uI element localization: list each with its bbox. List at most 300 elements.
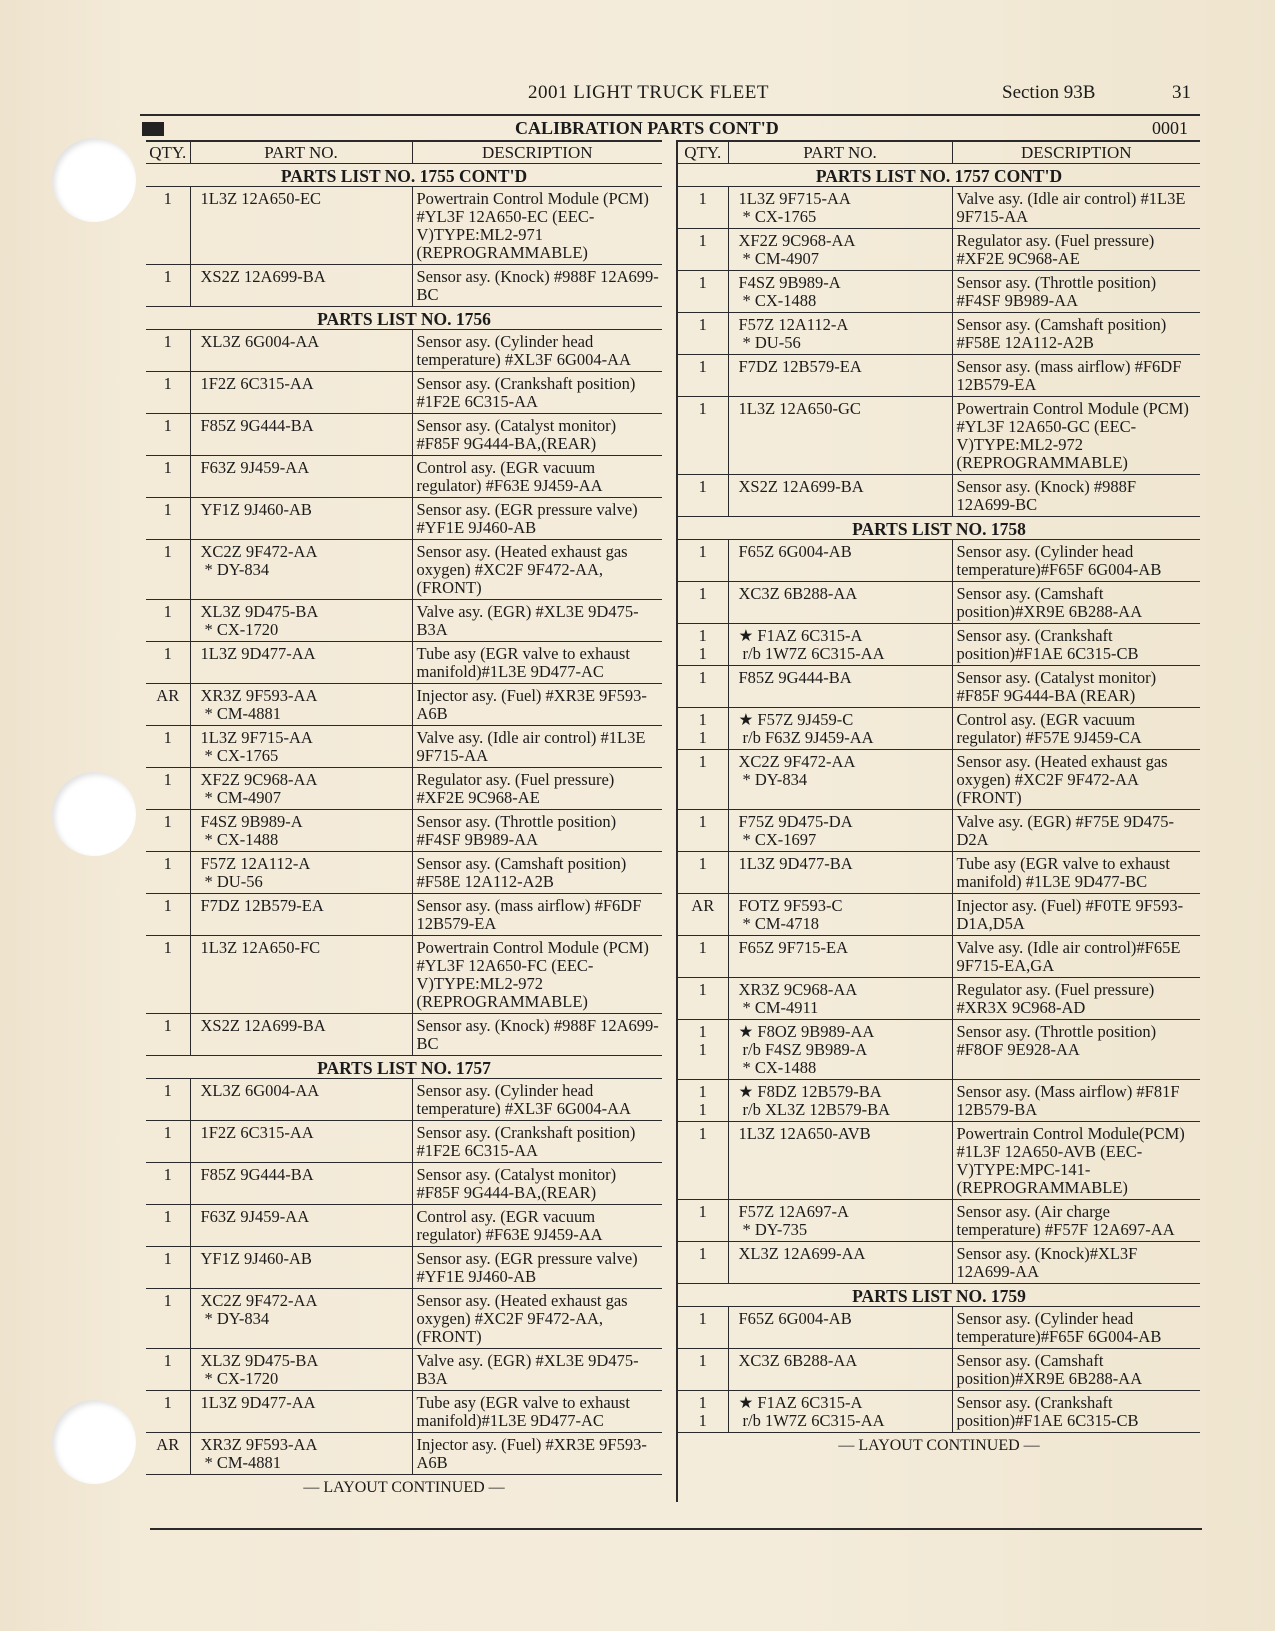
part-number: XC3Z 6B288-AA (738, 1351, 858, 1370)
qty-cell (146, 265, 190, 307)
part-number-cell (728, 708, 952, 750)
qty-cell (146, 1433, 190, 1475)
qty-cell (146, 1349, 190, 1391)
part-number: F75Z 9D475-DA (738, 812, 853, 831)
description-cell: Powertrain Control Module (PCM) #YL3F 12A650-FC (EEC-V)TYPE:ML2-972 (REPROGRAMMABLE) (412, 936, 662, 1014)
part-number: * DU-56 (204, 872, 263, 891)
part-number-cell (190, 1247, 412, 1289)
qty-cell (146, 414, 190, 456)
part-number-cell (190, 936, 412, 1014)
qty-value: 1 (698, 668, 707, 687)
part-number: XC2Z 9F472-AA (200, 542, 318, 561)
part-number: * DU-56 (742, 333, 801, 352)
part-row (678, 397, 1200, 475)
part-number: 1L3Z 12A650-GC (738, 399, 861, 418)
qty-cell (678, 1349, 728, 1391)
qty-cell (678, 750, 728, 810)
part-number: ★ F8OZ 9B989-AA (738, 1022, 875, 1041)
page-title: 2001 LIGHT TRUCK FLEET (528, 82, 769, 103)
qty-cell (678, 271, 728, 313)
qty-cell (678, 397, 728, 475)
part-number-cell (190, 726, 412, 768)
part-row (146, 1391, 662, 1433)
part-row (678, 894, 1200, 936)
qty-cell (678, 582, 728, 624)
description-cell: Sensor asy. (Crankshaft position) #1F2E 6C315-AA (412, 372, 662, 414)
qty-value: 1 (163, 1165, 172, 1184)
left-table-body (146, 164, 662, 1475)
part-row (678, 1122, 1200, 1200)
part-number-cell (728, 229, 952, 271)
part-number: r/b 1W7Z 6C315-AA (742, 1411, 885, 1430)
column-header-row (146, 141, 662, 164)
part-number-cell (728, 271, 952, 313)
qty-cell (146, 1079, 190, 1121)
binder-hole (52, 1400, 136, 1484)
description-cell: Sensor asy. (Throttle position) #F8OF 9E928-AA (952, 1020, 1200, 1080)
qty-cell (678, 1200, 728, 1242)
qty-value: 1 (163, 1351, 172, 1370)
qty-cell (146, 1391, 190, 1433)
qty-cell (678, 978, 728, 1020)
description-cell: Sensor asy. (mass airflow) #F6DF 12B579-EA (412, 894, 662, 936)
part-number-cell (190, 1079, 412, 1121)
description-cell: Valve asy. (Idle air control) #1L3E 9F715-AA (412, 726, 662, 768)
part-number: F4SZ 9B989-A (200, 812, 303, 831)
part-number: FOTZ 9F593-C (738, 896, 843, 915)
part-row (146, 372, 662, 414)
part-row (146, 768, 662, 810)
qty-value: 1 (698, 854, 707, 873)
part-number: * CM-4881 (204, 1453, 282, 1472)
binder-hole (52, 772, 136, 856)
parts-list-heading: PARTS LIST NO. 1757 CONT'D (678, 164, 1200, 187)
qty-value: 1 (698, 644, 707, 663)
description-cell: Sensor asy. (Crankshaft position)#F1AE 6C315-CB (952, 624, 1200, 666)
part-row (146, 600, 662, 642)
parts-list-heading-row (146, 307, 662, 330)
part-number: YF1Z 9J460-AB (200, 1249, 312, 1268)
part-number-cell (728, 810, 952, 852)
part-number-cell (728, 750, 952, 810)
qty-value: 1 (698, 273, 707, 292)
part-number-cell (728, 355, 952, 397)
parts-list-heading: PARTS LIST NO. 1758 (678, 517, 1200, 540)
qty-value: 1 (698, 1393, 707, 1412)
parts-list-heading: PARTS LIST NO. 1759 (678, 1284, 1200, 1307)
part-number: 1L3Z 9D477-BA (738, 854, 853, 873)
part-number: 1F2Z 6C315-AA (200, 1123, 314, 1142)
qty-value: 1 (698, 980, 707, 999)
qty-cell (146, 852, 190, 894)
description-cell: Valve asy. (Idle air control) #1L3E 9F715-AA (952, 187, 1200, 229)
qty-value: 1 (698, 542, 707, 561)
binder-hole (52, 138, 136, 222)
qty-value: 1 (163, 1123, 172, 1142)
part-number: * CM-4718 (742, 914, 820, 933)
footer-rule (150, 1528, 1202, 1530)
part-row (678, 1391, 1200, 1433)
part-row (678, 1080, 1200, 1122)
part-row (678, 936, 1200, 978)
part-number: ★ F1AZ 6C315-A (738, 1393, 863, 1412)
part-number: F4SZ 9B989-A (738, 273, 841, 292)
qty-value: 1 (698, 728, 707, 747)
description-cell: Injector asy. (Fuel) #XR3E 9F593-A6B (412, 1433, 662, 1475)
part-row (678, 1349, 1200, 1391)
part-number-cell (728, 978, 952, 1020)
part-number: * CX-1720 (204, 1369, 279, 1388)
qty-value: 1 (163, 602, 172, 621)
part-number-cell (190, 414, 412, 456)
part-number-cell (190, 1391, 412, 1433)
part-number: F65Z 9F715-EA (738, 938, 849, 957)
part-row (146, 456, 662, 498)
left-column (146, 140, 662, 1497)
qty-value: 1 (698, 752, 707, 771)
part-row (146, 1349, 662, 1391)
qty-cell (678, 894, 728, 936)
qty-value: 1 (163, 542, 172, 561)
description-cell: Control asy. (EGR vacuum regulator) #F57E 9J459-CA (952, 708, 1200, 750)
part-number-cell (728, 475, 952, 517)
qty-cell (678, 313, 728, 355)
left-parts-table (146, 140, 662, 1475)
parts-list-heading-row (146, 1056, 662, 1079)
banner-code: 0001 (1152, 118, 1188, 138)
part-row (146, 498, 662, 540)
part-number-cell (190, 1289, 412, 1349)
part-number: F7DZ 12B579-EA (200, 896, 324, 915)
description-cell: Sensor asy. (Crankshaft position)#F1AE 6C315-CB (952, 1391, 1200, 1433)
qty-value: 1 (163, 332, 172, 351)
qty-cell (678, 475, 728, 517)
qty-value: 1 (163, 1207, 172, 1226)
part-number-cell (728, 624, 952, 666)
qty-cell (146, 1289, 190, 1349)
description-cell: Sensor asy. (Catalyst monitor) #F85F 9G444-BA (REAR) (952, 666, 1200, 708)
qty-cell (678, 852, 728, 894)
part-number: * DY-834 (204, 560, 270, 579)
part-number-cell (728, 1080, 952, 1122)
qty-value: 1 (163, 1249, 172, 1268)
qty-cell (678, 355, 728, 397)
description-cell: Sensor asy. (Knock) #988F 12A699-BC (412, 265, 662, 307)
description-cell: Valve asy. (EGR) #F75E 9D475-D2A (952, 810, 1200, 852)
part-number-cell (728, 313, 952, 355)
part-row (146, 540, 662, 600)
description-cell: Sensor asy. (Mass airflow) #F81F 12B579-BA (952, 1080, 1200, 1122)
part-row (146, 852, 662, 894)
description-cell: Sensor asy. (Throttle position) #F4SF 9B989-AA (952, 271, 1200, 313)
part-row (146, 894, 662, 936)
part-number-cell (190, 265, 412, 307)
qty-value: 1 (163, 1016, 172, 1035)
qty-cell (146, 684, 190, 726)
qty-cell (146, 540, 190, 600)
part-number: YF1Z 9J460-AB (200, 500, 312, 519)
part-number-cell (728, 582, 952, 624)
qty-value: 1 (163, 1291, 172, 1310)
part-number: * CM-4881 (204, 704, 282, 723)
qty-cell (146, 372, 190, 414)
part-header: PART NO. (190, 141, 412, 164)
part-number: F57Z 12A112-A (200, 854, 311, 873)
qty-cell (146, 726, 190, 768)
part-number: XL3Z 12A699-AA (738, 1244, 866, 1263)
parts-list-heading: PARTS LIST NO. 1756 (146, 307, 662, 330)
part-number-cell (190, 1121, 412, 1163)
part-number: * DY-834 (204, 1309, 270, 1328)
qty-value: 1 (163, 896, 172, 915)
description-cell: Sensor asy. (Camshaft position)#XR9E 6B288-AA (952, 1349, 1200, 1391)
qty-value: 1 (698, 584, 707, 603)
part-number: * CX-1488 (742, 291, 817, 310)
right-table-body (678, 164, 1200, 1433)
qty-cell (146, 768, 190, 810)
qty-cell (678, 624, 728, 666)
qty-value: 1 (698, 1082, 707, 1101)
part-row (678, 582, 1200, 624)
description-cell: Tube asy (EGR valve to exhaust manifold) #1L3E 9D477-BC (952, 852, 1200, 894)
right-parts-table (678, 140, 1200, 1433)
part-number-cell (728, 540, 952, 582)
part-number: 1L3Z 9F715-AA (200, 728, 313, 747)
description-cell: Sensor asy. (mass airflow) #F6DF 12B579-EA (952, 355, 1200, 397)
part-number: * CM-4911 (742, 998, 819, 1017)
qty-cell (678, 1122, 728, 1200)
qty-value: 1 (163, 644, 172, 663)
qty-cell (678, 1391, 728, 1433)
part-row (678, 355, 1200, 397)
qty-cell (146, 1121, 190, 1163)
part-row (678, 810, 1200, 852)
part-number: XF2Z 9C968-AA (738, 231, 856, 250)
description-cell: Sensor asy. (Camshaft position)#XR9E 6B288-AA (952, 582, 1200, 624)
part-number-cell (728, 894, 952, 936)
qty-cell (678, 936, 728, 978)
part-number: r/b 1W7Z 6C315-AA (742, 644, 885, 663)
qty-value: AR (156, 1435, 180, 1454)
qty-value: 1 (698, 1244, 707, 1263)
description-cell: Sensor asy. (Heated exhaust gas oxygen) #XC2F 9F472-AA, (FRONT) (412, 1289, 662, 1349)
qty-value: 1 (698, 1202, 707, 1221)
part-number-cell (190, 330, 412, 372)
qty-value: AR (156, 686, 180, 705)
qty-cell (678, 1307, 728, 1349)
part-row (146, 1014, 662, 1056)
qty-cell (146, 187, 190, 265)
part-number-cell (728, 666, 952, 708)
qty-cell (678, 810, 728, 852)
part-number: XL3Z 6G004-AA (200, 1081, 320, 1100)
part-row (146, 330, 662, 372)
part-number-cell (190, 1163, 412, 1205)
part-number-cell (190, 498, 412, 540)
part-row (678, 624, 1200, 666)
qty-value: 1 (698, 1100, 707, 1119)
part-row (146, 414, 662, 456)
qty-value: 1 (698, 1309, 707, 1328)
part-row (678, 666, 1200, 708)
part-number: 1L3Z 9D477-AA (200, 644, 316, 663)
part-number-cell (728, 936, 952, 978)
part-number: r/b XL3Z 12B579-BA (742, 1100, 891, 1119)
page-header (140, 82, 1200, 110)
qty-cell (146, 1247, 190, 1289)
part-number: XF2Z 9C968-AA (200, 770, 318, 789)
part-number: F65Z 6G004-AB (738, 542, 852, 561)
description-cell: Sensor asy. (Cylinder head temperature)#F65F 6G004-AB (952, 1307, 1200, 1349)
part-row (146, 726, 662, 768)
description-cell: Powertrain Control Module(PCM) #1L3F 12A650-AVB (EEC-V)TYPE:MPC-141-(REPROGRAMMABLE) (952, 1122, 1200, 1200)
qty-cell (146, 498, 190, 540)
part-number: 1L3Z 12A650-EC (200, 189, 322, 208)
qty-cell (678, 1080, 728, 1122)
qty-cell (146, 330, 190, 372)
qty-cell (146, 1163, 190, 1205)
description-cell: Sensor asy. (Knock)#XL3F 12A699-AA (952, 1242, 1200, 1284)
part-number: 1L3Z 12A650-FC (200, 938, 321, 957)
part-number: * CM-4907 (742, 249, 820, 268)
layout-continued-label: — LAYOUT CONTINUED — (838, 1437, 1040, 1454)
qty-value: 1 (698, 357, 707, 376)
description-cell: Injector asy. (Fuel) #F0TE 9F593-D1A,D5A (952, 894, 1200, 936)
part-number: 1F2Z 6C315-AA (200, 374, 314, 393)
part-number: r/b F63Z 9J459-AA (742, 728, 874, 747)
part-header: PART NO. (728, 141, 952, 164)
qty-value: 1 (163, 374, 172, 393)
part-row (146, 1247, 662, 1289)
description-cell: Regulator asy. (Fuel pressure) #XR3X 9C968-AD (952, 978, 1200, 1020)
description-cell: Sensor asy. (Throttle position) #F4SF 9B989-AA (412, 810, 662, 852)
right-column (678, 140, 1200, 1455)
part-row (146, 1163, 662, 1205)
qty-value: 1 (698, 189, 707, 208)
description-cell: Regulator asy. (Fuel pressure) #XF2E 9C968-AE (412, 768, 662, 810)
part-number-cell (190, 540, 412, 600)
part-row (678, 708, 1200, 750)
part-number: XL3Z 6G004-AA (200, 332, 320, 351)
part-number: XC2Z 9F472-AA (738, 752, 856, 771)
description-cell: Sensor asy. (Catalyst monitor) #F85F 9G444-BA,(REAR) (412, 414, 662, 456)
part-row (678, 229, 1200, 271)
part-number-cell (190, 768, 412, 810)
part-number: F85Z 9G444-BA (738, 668, 852, 687)
description-cell: Sensor asy. (Heated exhaust gas oxygen) #XC2F 9F472-AA, (FRONT) (412, 540, 662, 600)
desc-header: DESCRIPTION (952, 141, 1200, 164)
qty-value: 1 (163, 1393, 172, 1412)
qty-value: 1 (698, 1022, 707, 1041)
part-number-cell (190, 456, 412, 498)
part-row (146, 642, 662, 684)
part-row (146, 1433, 662, 1475)
column-header-row (678, 141, 1200, 164)
qty-cell (678, 1242, 728, 1284)
description-cell: Valve asy. (EGR) #XL3E 9D475-B3A (412, 1349, 662, 1391)
part-number: 1L3Z 9D477-AA (200, 1393, 316, 1412)
parts-list-heading-row (678, 517, 1200, 540)
part-number: F57Z 12A112-A (738, 315, 849, 334)
part-number: r/b F4SZ 9B989-A (742, 1040, 868, 1059)
description-cell: Powertrain Control Module (PCM) #YL3F 12A650-GC (EEC-V)TYPE:ML2-972 (REPROGRAMMABLE) (952, 397, 1200, 475)
part-number-cell (728, 1020, 952, 1080)
part-number: XL3Z 9D475-BA (200, 602, 319, 621)
qty-value: 1 (698, 477, 707, 496)
qty-value: 1 (163, 854, 172, 873)
part-row (678, 540, 1200, 582)
qty-cell (678, 540, 728, 582)
description-cell: Sensor asy. (Crankshaft position) #1F2E 6C315-AA (412, 1121, 662, 1163)
layout-continued-label: — LAYOUT CONTINUED — (303, 1479, 505, 1496)
qty-value: 1 (163, 938, 172, 957)
qty-value: 1 (698, 231, 707, 250)
part-number: 1L3Z 9F715-AA (738, 189, 851, 208)
part-row (678, 187, 1200, 229)
parts-list-heading: PARTS LIST NO. 1757 (146, 1056, 662, 1079)
qty-value: 1 (698, 938, 707, 957)
part-row (146, 1079, 662, 1121)
description-cell: Sensor asy. (EGR pressure valve) #YF1E 9J460-AB (412, 498, 662, 540)
banner-title: CALIBRATION PARTS CONT'D (515, 118, 779, 138)
part-number: XC2Z 9F472-AA (200, 1291, 318, 1310)
qty-value: 1 (163, 728, 172, 747)
parts-list-heading: PARTS LIST NO. 1755 CONT'D (146, 164, 662, 187)
part-number: F63Z 9J459-AA (200, 1207, 310, 1226)
description-cell: Control asy. (EGR vacuum regulator) #F63E 9J459-AA (412, 456, 662, 498)
part-row (146, 1205, 662, 1247)
part-row (678, 1020, 1200, 1080)
part-number-cell (190, 810, 412, 852)
qty-value: 1 (698, 1411, 707, 1430)
part-number: XC3Z 6B288-AA (738, 584, 858, 603)
part-number-cell (728, 1307, 952, 1349)
part-number-cell (190, 187, 412, 265)
description-cell: Sensor asy. (Camshaft position) #F58E 12A112-A2B (952, 313, 1200, 355)
qty-cell (146, 456, 190, 498)
page-number: 31 (1172, 82, 1191, 103)
description-cell: Sensor asy. (Air charge temperature) #F57F 12A697-AA (952, 1200, 1200, 1242)
part-number: XL3Z 9D475-BA (200, 1351, 319, 1370)
qty-value: 1 (698, 626, 707, 645)
qty-value: 1 (698, 315, 707, 334)
qty-header: QTY. (678, 141, 728, 164)
part-row (678, 1242, 1200, 1284)
qty-cell (146, 1014, 190, 1056)
part-row (146, 1289, 662, 1349)
description-cell: Sensor asy. (Cylinder head temperature) #XL3F 6G004-AA (412, 330, 662, 372)
part-number-cell (190, 600, 412, 642)
part-row (678, 271, 1200, 313)
part-number: XR3Z 9C968-AA (738, 980, 858, 999)
part-number: XS2Z 12A699-BA (200, 267, 326, 286)
qty-value: 1 (698, 1351, 707, 1370)
part-number-cell (728, 1349, 952, 1391)
part-number-cell (728, 187, 952, 229)
section-label: Section 93B (1002, 82, 1096, 103)
part-number: F65Z 6G004-AB (738, 1309, 852, 1328)
description-cell: Sensor asy. (Catalyst monitor) #F85F 9G444-BA,(REAR) (412, 1163, 662, 1205)
parts-list-heading-row (146, 164, 662, 187)
part-number-cell (728, 1122, 952, 1200)
qty-cell (146, 894, 190, 936)
part-number-cell (190, 852, 412, 894)
qty-cell (146, 600, 190, 642)
part-number: F63Z 9J459-AA (200, 458, 310, 477)
desc-header: DESCRIPTION (412, 141, 662, 164)
part-number-cell (190, 684, 412, 726)
part-row (678, 1307, 1200, 1349)
